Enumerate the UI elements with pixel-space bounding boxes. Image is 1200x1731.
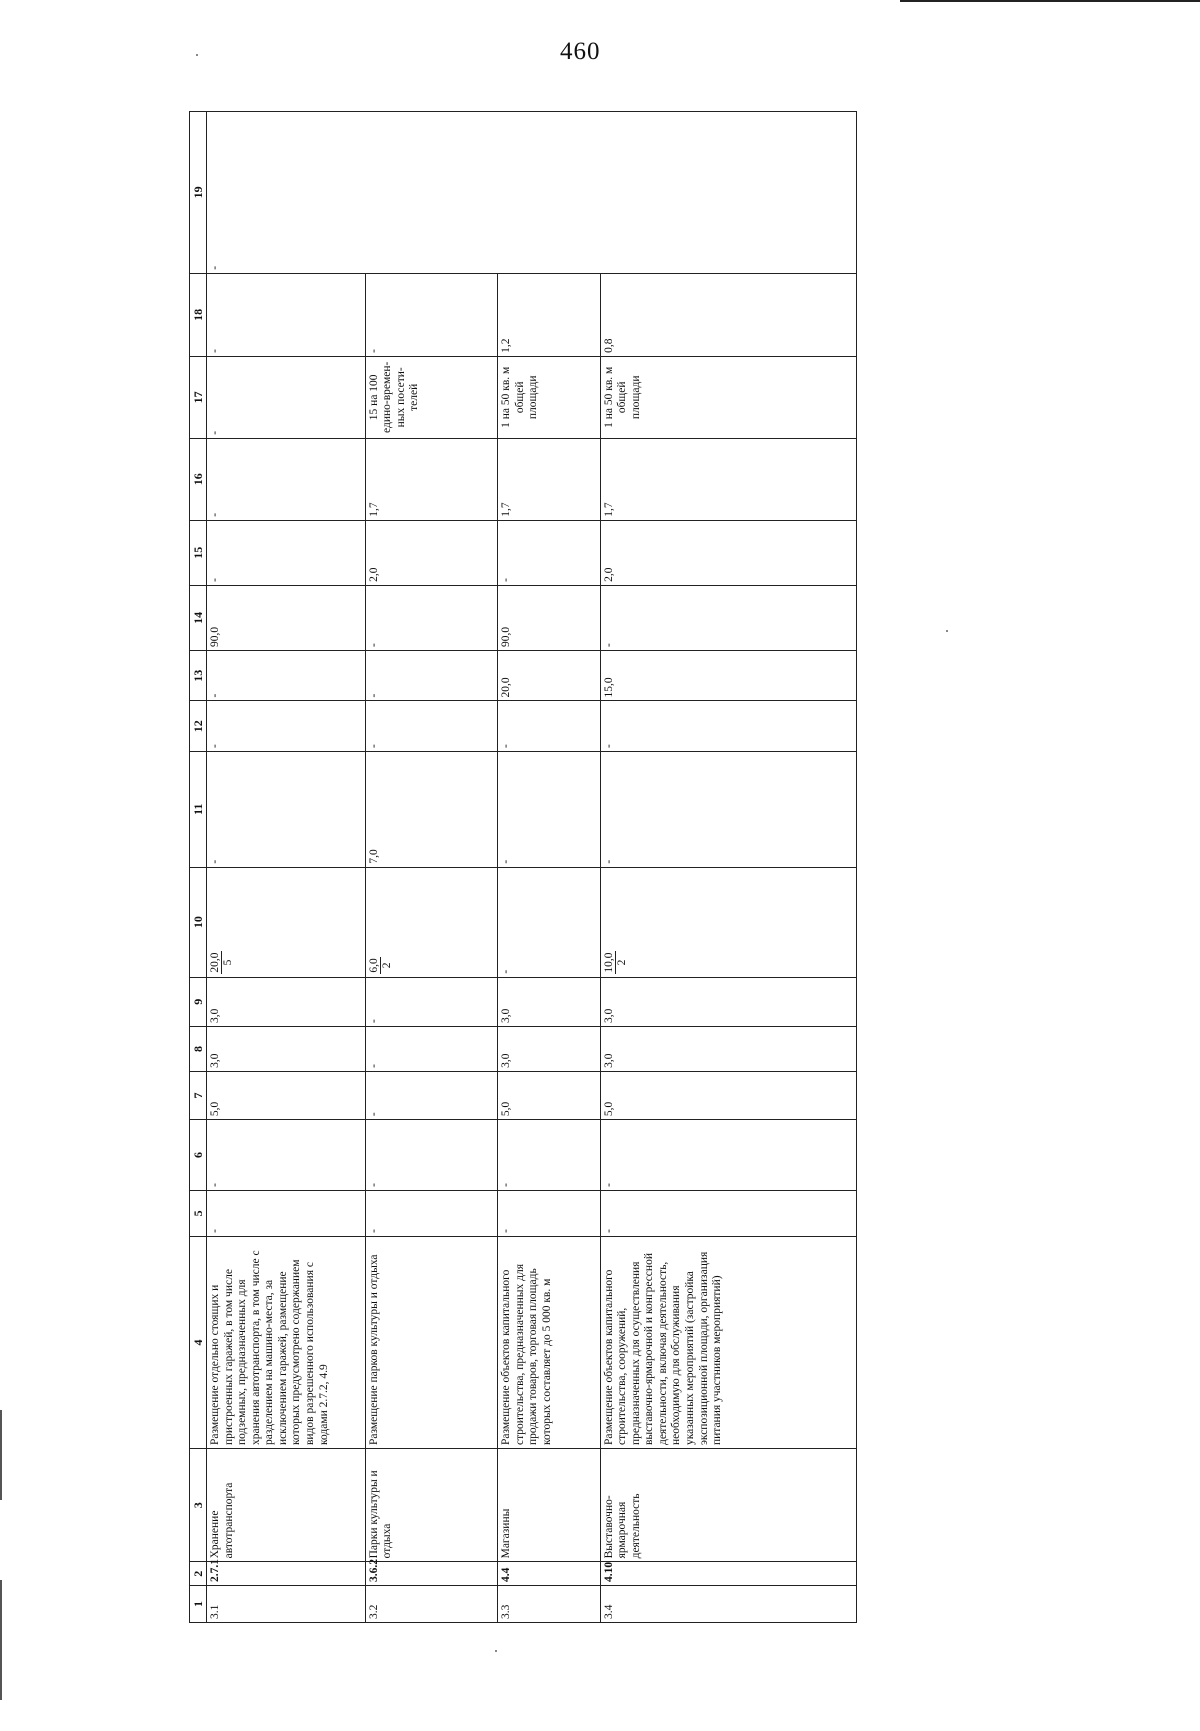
cell-value: 1,7 [365,438,498,520]
cell-vri-code: 4.4 [498,1562,600,1586]
cell-value: - [365,701,498,752]
col-header: 3 [190,1449,207,1562]
cell-value: - [365,273,498,356]
table-row [498,112,600,1623]
fraction-denominator: 2 [615,959,628,966]
cell-vri-code: 2.7.1 [207,1562,366,1586]
table-row [365,112,498,1623]
fraction-denominator: 5 [222,959,235,966]
fraction-denominator: 2 [380,962,393,969]
cell-value: - [365,1071,498,1119]
col-header: 6 [190,1120,207,1191]
cell-value: 1 на 50 кв. м общей площади [600,356,856,438]
cell-value: - [207,438,366,520]
col-header: 8 [190,1026,207,1071]
cell-value: - [498,867,600,977]
cell-value: 1,7 [600,438,856,520]
cell-value: - [498,751,600,867]
cell-value: - [498,1190,600,1236]
cell-row-number: 3.2 [365,1585,498,1622]
cell-value: - [600,701,856,752]
col-header: 12 [190,701,207,752]
table-row [600,112,856,1623]
fraction [368,957,393,973]
cell-row-number: 3.3 [498,1585,600,1622]
fraction [603,951,628,973]
cell-value: - [498,520,600,585]
col-header: 1 [190,1585,207,1622]
cell-value: 7,0 [365,751,498,867]
cell-value: 5,0 [207,1071,366,1119]
cell-value: - [207,520,366,585]
cell-value: - [207,356,366,438]
cell-row-number: 3.1 [207,1585,366,1622]
cell-row-number: 3.4 [600,1585,856,1622]
cell-value: - [600,1190,856,1236]
col-header: 4 [190,1236,207,1448]
cell-value: 15 на 100 едино-времен-ных посети-телей [365,356,498,438]
table-header-row [190,112,207,1623]
cell-value: - [207,112,857,274]
cell-use-description: Размещение объектов капитального строительства, сооружений, предназначенных для осуществления выставочно-ярмарочной и конгрессной деятельности, включая деятельность, необходимую для обслуживания указанных мероприятий (застройка экспозиционной площади, организация питания участников мероприятий) [600,1236,856,1448]
cell-value: - [600,751,856,867]
fraction-numerator: 10,0 [602,952,615,973]
cell-value: - [498,701,600,752]
cell-value: 0,8 [600,273,856,356]
cell-use-name: Парки культуры и отдыха [365,1449,498,1562]
col-header: 16 [190,438,207,520]
scan-edge-mark [0,1580,2,1700]
cell-value: - [365,650,498,701]
cell-value: - [207,751,366,867]
cell-value: - [207,1120,366,1191]
cell-use-name: Магазины [498,1449,600,1562]
cell-use-description: Размещение отдельно стоящих и пристроенных гаражей, в том числе подземных, предназначенных для хранения автотранспорта, в том числе с разделением на машино-места, за исключением гаражей, размещение которых предусмотрено содержанием видов разрешенного использования с кодами 2.7.2, 4.9 [207,1236,366,1448]
cell-fraction [207,867,366,977]
cell-value: 3,0 [600,977,856,1026]
col-header: 19 [190,112,207,274]
table-row [207,112,366,1623]
col-header: 15 [190,520,207,585]
cell-value: 3,0 [600,1026,856,1071]
col-header: 7 [190,1071,207,1119]
scan-edge-mark [0,1410,2,1500]
col-header: 2 [190,1562,207,1586]
cell-value: 3,0 [207,1026,366,1071]
cell-value: 90,0 [207,585,366,650]
cell-value: - [600,585,856,650]
col-header: 11 [190,751,207,867]
cell-use-name: Хранение автотранспорта [207,1449,366,1562]
page-number: 460 [560,38,601,65]
col-header: 10 [190,867,207,977]
cell-value: - [207,273,366,356]
scan-speck [196,54,198,56]
cell-value: 1,7 [498,438,600,520]
col-header: 18 [190,273,207,356]
cell-value: - [365,1026,498,1071]
cell-value: - [207,701,366,752]
col-header: 9 [190,977,207,1026]
land-use-table [189,111,857,1623]
cell-value: 3,0 [498,977,600,1026]
fraction-numerator: 20,0 [209,952,222,973]
cell-value: - [365,1190,498,1236]
cell-value: - [365,977,498,1026]
fraction-numerator: 6,0 [367,958,380,973]
cell-value: 2,0 [365,520,498,585]
cell-value: - [365,1120,498,1191]
cell-value: - [207,650,366,701]
cell-use-description: Размещение объектов капитального строительства, предназначенных для продажи товаров, торговая площадь которых составляет до 5 000 кв. м [498,1236,600,1448]
cell-value: 2,0 [600,520,856,585]
cell-value: 3,0 [498,1026,600,1071]
cell-fraction [600,867,856,977]
fraction [209,951,234,973]
cell-value: 15,0 [600,650,856,701]
col-header: 14 [190,585,207,650]
cell-value: 1 на 50 кв. м общей площади [498,356,600,438]
cell-vri-code: 4.10 [600,1562,856,1586]
cell-value: 90,0 [498,585,600,650]
cell-use-description: Размещение парков культуры и отдыха [365,1236,498,1448]
cell-value: 3,0 [207,977,366,1026]
cell-value: 5,0 [600,1071,856,1119]
scan-speck [495,1650,497,1652]
cell-value: - [365,585,498,650]
cell-value: - [207,1190,366,1236]
cell-fraction [365,867,498,977]
cell-value: - [498,1120,600,1191]
scan-speck [946,630,948,632]
cell-value: 20,0 [498,650,600,701]
cell-vri-code: 3.6.2 [365,1562,498,1586]
top-edge-rule [900,0,1200,2]
col-header: 5 [190,1190,207,1236]
cell-use-name: Выставочно-ярмарочная деятельность [600,1449,856,1562]
col-header: 13 [190,650,207,701]
cell-value: 1,2 [498,273,600,356]
cell-value: 5,0 [498,1071,600,1119]
col-header: 17 [190,356,207,438]
cell-value: - [600,1120,856,1191]
rotated-table-wrapper [189,111,857,1623]
